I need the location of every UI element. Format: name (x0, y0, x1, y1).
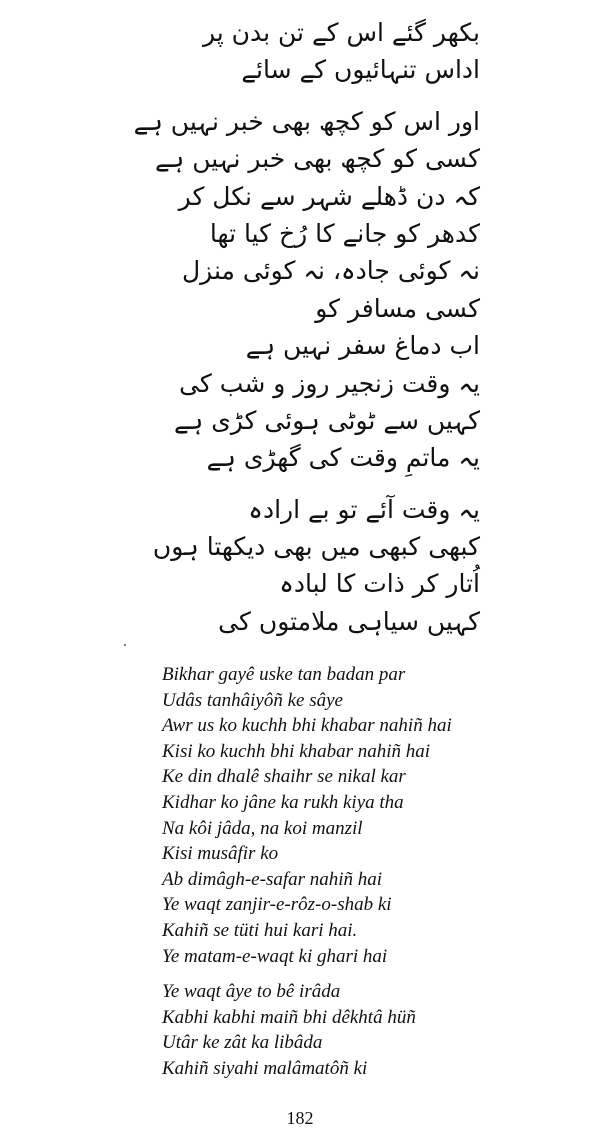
urdu-line: کسی کو کچھ بھی خبر نہیں ہے (155, 144, 480, 174)
roman-line: Kisi musâfir ko (162, 843, 279, 865)
urdu-stanza-3 (152, 491, 480, 641)
roman-line: Bikhar gayê uske tan badan par (162, 664, 406, 685)
urdu-line: یہ ماتمِ وقت کی گھڑی ہے (206, 443, 480, 473)
urdu-line: اور اس کو کچھ بھی خبر نہیں ہے (133, 106, 480, 136)
roman-line: Kisi ko kuchh bhi khabar nahiñ hai (162, 740, 431, 762)
urdu-line: کہیں سے ٹوٹی ہوئی کڑی ہے (173, 405, 480, 435)
roman-stanza-1 (162, 662, 562, 969)
urdu-line: یہ وقت آئے تو بے ارادہ (248, 494, 480, 524)
roman-line: Kahiñ siyahi malâmatôñ ki (162, 1057, 368, 1079)
urdu-line: کسی مسافر کو (315, 293, 480, 323)
stanza-gap (162, 969, 562, 979)
urdu-line: کہیں سیاہی ملامتوں کی (218, 606, 480, 636)
urdu-line: نہ کوئی جادہ، نہ کوئی منزل (182, 256, 480, 286)
stanza-gap (215, 89, 480, 103)
roman-line: Kahiñ se tüti hui kari hai. (162, 919, 358, 941)
roman-transliteration (162, 662, 562, 1082)
roman-line: Ab dimâgh-e-safar nahiñ hai (162, 868, 383, 890)
urdu-stanza-2 (133, 103, 480, 477)
urdu-stanza-1 (202, 14, 480, 89)
roman-line: Ye waqt zanjir-e-rôz-o-shab ki (162, 894, 392, 916)
urdu-line: کبھی کبھی میں بھی دیکھتا ہوں (152, 532, 480, 562)
roman-line: Utâr ke zât ka libâda (162, 1032, 323, 1054)
roman-line: Awr us ko kuchh bhi khabar nahiñ hai (162, 715, 452, 737)
urdu-line: اب دماغ سفر نہیں ہے (245, 331, 480, 361)
roman-line: Na kôi jâda, na koi manzil (162, 817, 363, 839)
urdu-poem (133, 14, 480, 640)
roman-line: Udâs tanhâiyôñ ke sâye (162, 689, 343, 711)
roman-line: Ke din dhalê shaihr se nikal kar (162, 766, 406, 788)
urdu-line: یہ وقت زنجیر روز و شب کی (179, 368, 480, 398)
roman-line: Kabhi kabhi maiñ bhi dêkhtâ hüñ (162, 1006, 416, 1028)
roman-line: Kidhar ko jâne ka rukh kiya tha (162, 791, 404, 813)
urdu-line: کدھر کو جانے کا رُخ کیا تھا (209, 218, 480, 248)
urdu-line: اداس تنہائیوں کے سائے (241, 55, 480, 85)
margin-dot (124, 644, 126, 646)
roman-line: Ye matam-e-waqt ki ghari hai (162, 945, 388, 967)
urdu-line: کہ دن ڈھلے شہر سے نکل کر (178, 181, 480, 211)
roman-line: Ye waqt âye to bê irâda (162, 981, 341, 1003)
stanza-gap (215, 477, 480, 491)
urdu-line: اُتار کر ذات کا لبادہ (279, 569, 480, 599)
roman-stanza-2 (162, 979, 562, 1081)
urdu-line: بکھر گئے اس کے تن بدن پر (202, 18, 480, 47)
page-number: 182 (286, 1108, 314, 1128)
